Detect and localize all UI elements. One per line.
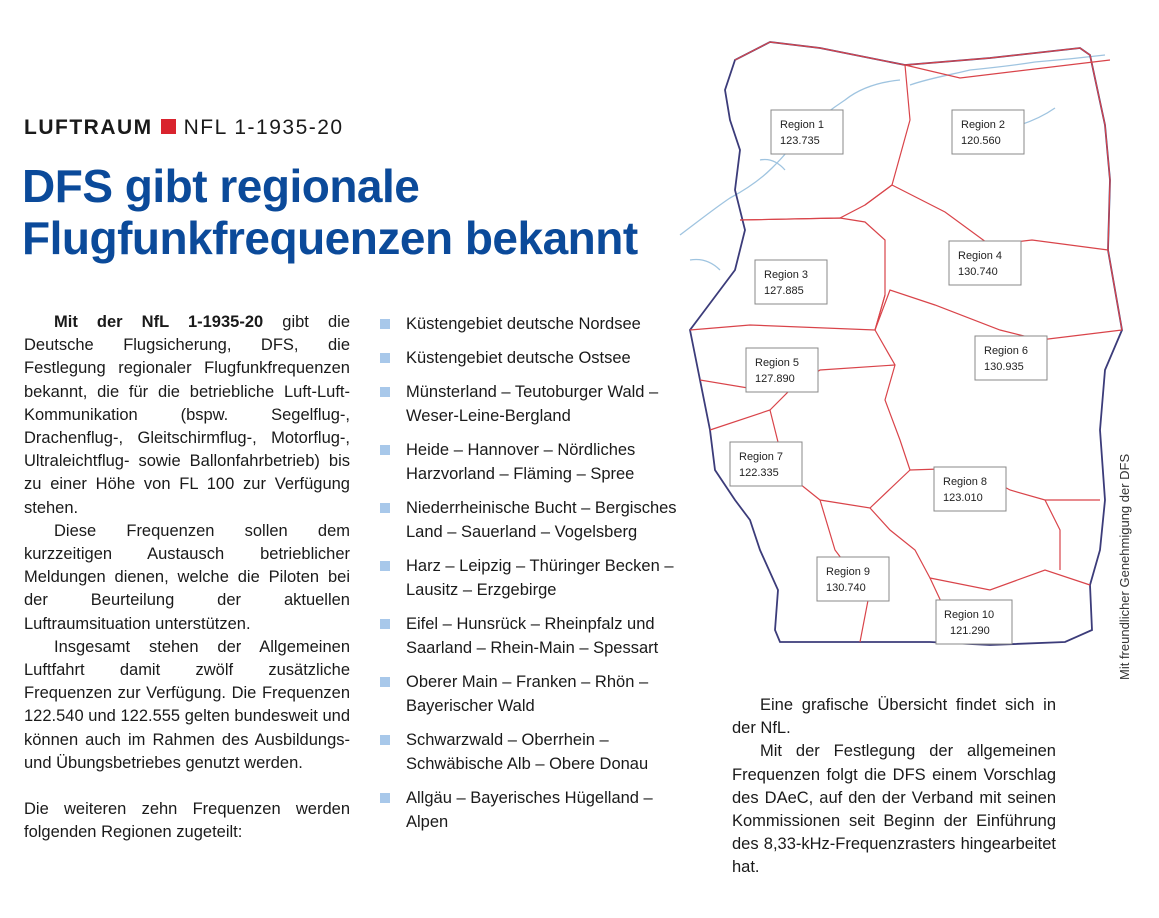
- list-item-text: Küstengebiet deutsche Nordsee: [406, 315, 641, 333]
- paragraph-1: [24, 311, 350, 520]
- region-frequency: 120.560: [961, 135, 1001, 147]
- list-item-text: Küstengebiet deutsche Ostsee: [406, 349, 631, 367]
- headline-line-1: DFS gibt regionale: [22, 160, 420, 212]
- headline-line-2: Flugfunkfrequenzen bekannt: [22, 212, 638, 264]
- article-column-3: [732, 694, 1056, 880]
- region-frequency: 123.010: [943, 492, 983, 504]
- region-1-label: [771, 110, 843, 154]
- region-name: Region 5: [755, 357, 800, 369]
- red-square-icon: [161, 119, 176, 134]
- list-item-text: Eifel – Hunsrück – Rheinpfalz und Saarland – Rhein-Main – Spessart: [406, 615, 659, 657]
- region-8-label: [934, 467, 1006, 511]
- article-column-1: [24, 311, 350, 844]
- section-kicker: [24, 116, 344, 140]
- square-bullet-icon: [380, 387, 390, 397]
- region-2-label: [952, 110, 1024, 154]
- list-item-text: Schwarzwald – Oberrhein – Schwäbische Alb – Obere Donau: [406, 731, 649, 773]
- region-5-label: [746, 348, 818, 392]
- region-name: Region 10: [944, 609, 995, 621]
- square-bullet-icon: [380, 353, 390, 363]
- region-label-box: [936, 600, 1012, 644]
- list-item: [378, 554, 698, 602]
- region-frequency: 121.290: [950, 625, 990, 637]
- region-frequency: 122.335: [739, 467, 779, 479]
- square-bullet-icon: [380, 619, 390, 629]
- region-frequency: 130.740: [958, 266, 998, 278]
- list-item-text: Harz – Leipzig – Thüringer Becken – Lausitz – Erzgebirge: [406, 557, 674, 599]
- frequency-region-map: [660, 30, 1130, 680]
- region-3-label: [755, 260, 827, 304]
- region-name: Region 8: [943, 476, 988, 488]
- paragraph-3: Insgesamt stehen der Allgemeinen Luftfahrt damit zwölf zusätzliche Frequenzen zur Verfügung. Die Frequenzen 122.540 und 122.555 gelten bundesweit und können auch im Rahmen des Ausbildungs- und Übungsbetriebes genutzt werden.: [24, 637, 350, 772]
- region-7-label: [730, 442, 802, 486]
- square-bullet-icon: [380, 793, 390, 803]
- region-name: Region 2: [961, 119, 1006, 131]
- region-9-label: [817, 557, 889, 601]
- region-label-box: [817, 557, 889, 601]
- region-label-box: [755, 260, 827, 304]
- list-item: [378, 380, 698, 428]
- list-item-text: Münsterland – Teutoburger Wald – Weser-Leine-Bergland: [406, 383, 659, 425]
- region-frequency: 127.885: [764, 285, 804, 297]
- square-bullet-icon: [380, 561, 390, 571]
- region-frequency: 127.890: [755, 373, 795, 385]
- square-bullet-icon: [380, 735, 390, 745]
- nfl-reference: NFL 1-1935-20: [183, 116, 344, 139]
- list-item-text: Allgäu – Bayerisches Hügelland – Alpen: [406, 789, 653, 831]
- list-item: [378, 728, 698, 776]
- section-label: LUFTRAUM: [24, 116, 153, 139]
- region-name: Region 7: [739, 451, 784, 463]
- region-label-box: [771, 110, 843, 154]
- region-6-label: [975, 336, 1047, 380]
- square-bullet-icon: [380, 319, 390, 329]
- region-frequency: 130.935: [984, 361, 1024, 373]
- region-label-box: [949, 241, 1021, 285]
- list-item: [378, 346, 698, 370]
- region-frequency: 130.740: [826, 582, 866, 594]
- region-10-label: [936, 600, 1012, 644]
- region-4-label: [949, 241, 1021, 285]
- list-item: [378, 670, 698, 718]
- list-item: [378, 312, 698, 336]
- list-item: [378, 786, 698, 834]
- paragraph-2: Diese Frequenzen sollen dem kurzzeitigen Austausch betrieblicher Meldungen dienen, welche die Piloten bei der Beurteilung der aktuellen Luftraumsituation unterstützen.: [24, 521, 350, 633]
- region-label-box: [934, 467, 1006, 511]
- region-label-box: [975, 336, 1047, 380]
- paragraph-4: Die weiteren zehn Frequenzen werden folgenden Regionen zugeteilt:: [24, 800, 350, 842]
- list-item: [378, 496, 698, 544]
- region-name: Region 6: [984, 345, 1029, 357]
- list-item-text: Oberer Main – Franken – Rhön – Bayerischer Wald: [406, 673, 649, 715]
- paragraph-1-text: gibt die Deutsche Flugsicherung, DFS, die Festlegung regionaler Flugfunkfrequenzen bekannt, die für die betriebliche Luft-Luft-Kommunikation (bspw. Segelflug-, Drachenflug-, Gleitschirmflug-, Motorflug-, Ultraleichtflug- sowie Ballonfahrbetrieb) bis zu einer Höhe von FL 100 zur Verfügung stehen.: [24, 313, 350, 517]
- list-item: [378, 438, 698, 486]
- regions-list: [378, 312, 698, 844]
- list-item-text: Heide – Hannover – Nördliches Harzvorland – Fläming – Spree: [406, 441, 636, 483]
- list-item-text: Niederrheinische Bucht – Bergisches Land – Sauerland – Vogelsberg: [406, 499, 677, 541]
- lead-in: Mit der NfL 1-1935-20: [54, 313, 264, 331]
- headline: [22, 160, 742, 264]
- region-label-box: [730, 442, 802, 486]
- region-label-box: [746, 348, 818, 392]
- region-label-box: [952, 110, 1024, 154]
- square-bullet-icon: [380, 503, 390, 513]
- paragraph-6: Mit der Festlegung der allgemeinen Frequenzen folgt die DFS einem Vorschlag des DAeC, auf den der Verband mit seinen Kommissionen seit Beginn der Einführung des 8,33-kHz-Frequenzrasters hingearbeitet hat.: [732, 742, 1056, 877]
- region-name: Region 1: [780, 119, 825, 131]
- square-bullet-icon: [380, 445, 390, 455]
- region-frequency: 123.735: [780, 135, 820, 147]
- list-item: [378, 612, 698, 660]
- region-name: Region 3: [764, 269, 809, 281]
- paragraph-5: Eine grafische Übersicht findet sich in der NfL.: [732, 696, 1056, 738]
- square-bullet-icon: [380, 677, 390, 687]
- region-borders: [690, 42, 1122, 642]
- region-name: Region 9: [826, 566, 871, 578]
- image-credit: Mit freundlicher Genehmigung der DFS: [1117, 453, 1132, 680]
- region-name: Region 4: [958, 250, 1003, 262]
